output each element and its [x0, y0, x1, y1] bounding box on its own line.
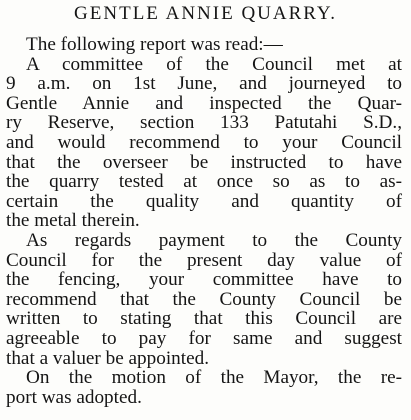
article-line: agreeable to pay for same and suggest [6, 328, 402, 349]
article-line: recommend that the County Council be [6, 288, 402, 310]
article-line: Gentle Annie and inspected the Quar- [6, 92, 402, 114]
article-line: the fencing, your committee have to [6, 269, 402, 291]
article-line: written to stating that this Council are [6, 308, 402, 330]
article-line: The following report was read:— [26, 34, 283, 55]
article-line: the quarry tested at once so as to as- [6, 171, 402, 193]
article-line: As regards payment to the County [26, 230, 402, 251]
article-line: the metal therein. [6, 210, 140, 232]
article-line: 9 a.m. on 1st June, and journeyed to [6, 73, 402, 95]
article-line: and would recommend to your Council [6, 132, 402, 153]
article-line: certain the quality and quantity of [6, 190, 402, 212]
article-line: that the overseer be instructed to have [6, 151, 402, 173]
article-line: that a valuer be appointed. [6, 347, 209, 369]
article-line: A committee of the Council met at [26, 53, 402, 75]
headline: GENTLE ANNIE QUARRY. [74, 3, 337, 24]
article-line: port was adopted. [6, 386, 142, 408]
article-line: On the motion of the Mayor, the re- [26, 367, 402, 389]
article-line: ry Reserve, section 133 Patutahi S.D., [6, 112, 402, 134]
article-line: Council for the present day value of [6, 249, 402, 271]
